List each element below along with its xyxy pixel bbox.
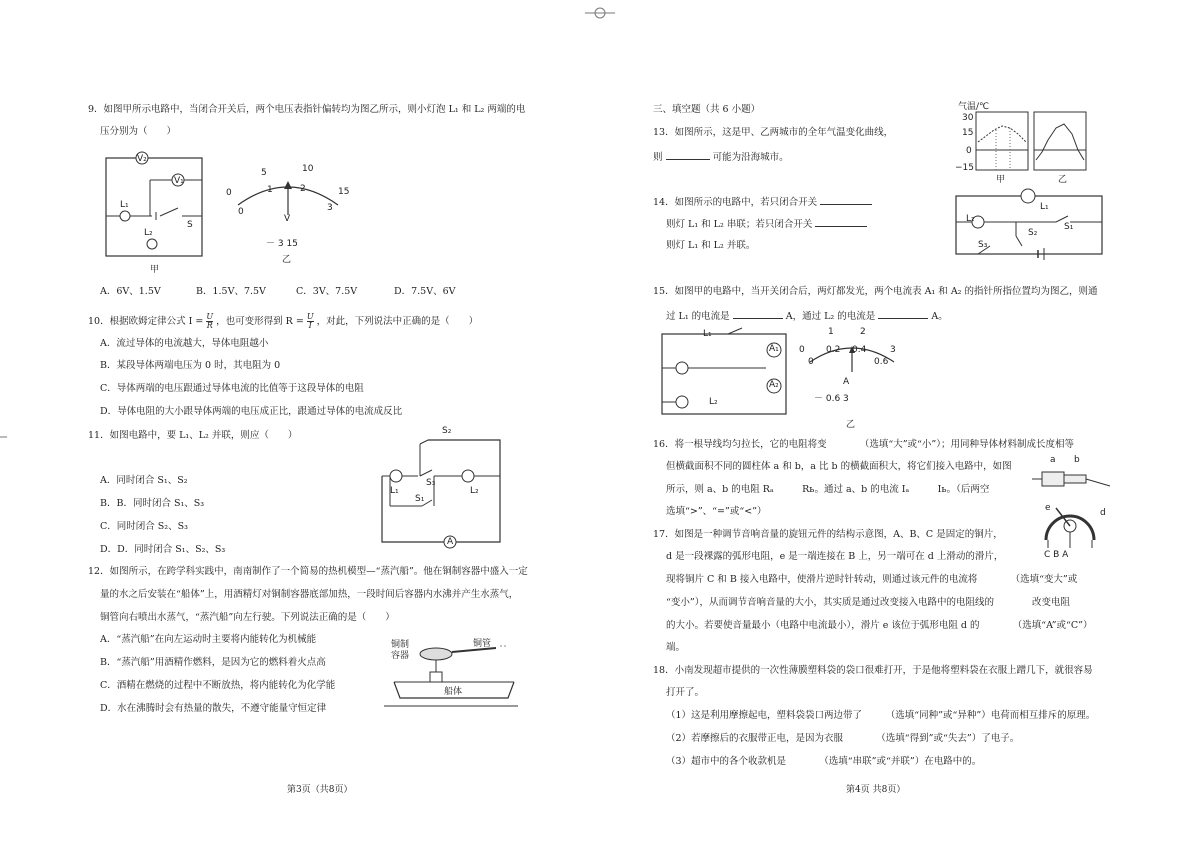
q12-hull-label: 船体 bbox=[444, 687, 463, 697]
q18-sub1: （1）这是利用摩擦起电，塑料袋袋口两边带了 （选填“同种”或“异种”）电荷而相互排斥的原理。 bbox=[666, 710, 1096, 721]
q10-option-a: A．流过导体的电流越大，导体电阻越小 bbox=[100, 338, 269, 349]
q12-option-d: D．水在沸腾时会有热量的散失，不遵守能量守恒定律 bbox=[100, 703, 327, 714]
q14-s2-label: S₂ bbox=[1028, 228, 1038, 238]
q11-ammeter-label: A bbox=[447, 537, 454, 547]
q9-option-a: A．6V、1.5V bbox=[100, 286, 161, 297]
q11-stem: 11．如图电路中，要 L₁、L₂ 并联，则应（ ） bbox=[88, 430, 298, 441]
q10-option-d: D．导体电阻的大小跟导体两端的电压成正比，跟通过导体的电流成反比 bbox=[100, 406, 403, 417]
q14-blank-2[interactable] bbox=[815, 216, 867, 227]
q14-l2-label: L₂ bbox=[966, 214, 975, 224]
q11-s3-label: S₃ bbox=[426, 478, 436, 488]
q9-s-label: S bbox=[187, 220, 193, 230]
q16-line4: 选填“>”、“=”或“<”） bbox=[666, 506, 767, 517]
q10-stem-pre: 10．根据欧姆定律公式 I = bbox=[88, 316, 204, 327]
q15-dial-left-0: 0 bbox=[799, 345, 805, 355]
q14-s1-label: S₁ bbox=[1064, 222, 1074, 232]
q9-stem-line2: 压分别为（ ） bbox=[100, 126, 177, 137]
q9-dial-top-10: 10 bbox=[302, 164, 314, 174]
q15-dial-bot-02: 0.2 bbox=[826, 345, 841, 355]
binding-mark-icon bbox=[585, 4, 615, 20]
q9-dial-top-0: 0 bbox=[226, 188, 232, 198]
q18-sub2: （2）若摩擦后的衣服带正电，是因为衣服 （选填“得到”或“失去”）了电子。 bbox=[666, 733, 1020, 744]
q15-a2-label: A₂ bbox=[769, 380, 779, 390]
q17-line6: 端。 bbox=[666, 642, 686, 653]
q16-label-b: b bbox=[1074, 455, 1080, 465]
q9-dial-bot-0: 0 bbox=[238, 207, 244, 217]
q9-option-d: D．7.5V、6V bbox=[394, 286, 456, 297]
q17-label-d: d bbox=[1100, 508, 1106, 518]
q9-dial-bot-3: 3 bbox=[327, 203, 333, 213]
q14-l1-label: L₁ bbox=[1040, 202, 1049, 212]
q14-stem-line3: 则灯 L₁ 和 L₂ 并联。 bbox=[666, 240, 756, 251]
q13-stem-line1: 13．如图所示，这是甲、乙两城市的全年气温变化曲线， bbox=[653, 127, 894, 138]
q15-dial-bot-04: 0.4 bbox=[852, 345, 867, 355]
q10-option-b: B．某段导体两端电压为 0 时，其电阻为 0 bbox=[100, 360, 281, 371]
q15-dial-terminals: － 0.6 3 bbox=[814, 394, 849, 404]
q15-a1-label: A₁ bbox=[769, 344, 779, 354]
q15-blank-1[interactable] bbox=[733, 308, 783, 319]
q15-stem-line2: 过 L₁ 的电流是 A，通过 L₂ 的电流是 A。 bbox=[666, 308, 948, 323]
q15-dial-top-1: 1 bbox=[828, 327, 834, 337]
q13-label-yi: 乙 bbox=[1058, 175, 1068, 185]
q12-option-b: B．“蒸汽船”用酒精作燃料，是因为它的燃料着火点高 bbox=[100, 657, 326, 668]
q9-dial-terminals: － 3 15 bbox=[266, 239, 298, 249]
q15-dial-right-3: 3 bbox=[890, 345, 896, 355]
q16-line3: 所示，则 a、b 的电阻 Rₐ Rь。通过 a、b 的电流 Iₐ Iь。（后两空 bbox=[666, 484, 990, 495]
q11-s1-label: S₁ bbox=[415, 494, 425, 504]
q17-line4: “变小”），从而调节音响音量的大小，其实质是通过改变接入电路中的电阻线的 改变电阻 bbox=[666, 597, 1070, 608]
q15-dial-bot-06: 0.6 bbox=[874, 357, 889, 367]
q11-option-a: A．同时闭合 S₁、S₂ bbox=[100, 475, 188, 486]
q13-tick-15: 15 bbox=[962, 128, 974, 138]
q12-container-label: 铜制 容器 bbox=[391, 640, 410, 661]
q13-stem-line2: 则 可能为沿海城市。 bbox=[653, 149, 789, 164]
q18-sub3: （3）超市中的各个收款机是 （选填“串联”或“并联”）在电路中的。 bbox=[666, 756, 982, 767]
q17-label-cba: C B A bbox=[1044, 550, 1069, 560]
q15-l1-label: L₁ bbox=[703, 329, 712, 339]
q9-v2-label: V₂ bbox=[137, 154, 147, 164]
q9-fig-yi: 乙 bbox=[282, 255, 292, 265]
q13-tick-0: 0 bbox=[966, 146, 972, 156]
q13-tick-neg15: −15 bbox=[955, 163, 974, 173]
q16-line1: 16．将一根导线均匀拉长，它的电阻将变 （选填“大”或“小”）；用同种导体材料制成长度相等 bbox=[653, 439, 1075, 450]
q9-dial-top-15: 15 bbox=[338, 187, 350, 197]
q9-dial-bot-1: 1 bbox=[267, 185, 273, 195]
q9-stem-line1: 9．如图甲所示电路中，当闭合开关后，两个电压表指针偏转均为图乙所示，则小灯泡 L₁ 和 L₂ 两端的电 bbox=[88, 104, 526, 115]
q15-circuit-diagram bbox=[656, 328, 792, 418]
q14-blank-1[interactable] bbox=[820, 194, 872, 205]
q14-s3-label: S₃ bbox=[978, 240, 988, 250]
left-page-footer: 第3页（共8页） bbox=[287, 785, 353, 795]
q16-cylinders-diagram bbox=[1032, 464, 1112, 492]
q10-stem-post: ，对此，下列说法中正确的是（ ） bbox=[316, 316, 479, 327]
q9-dial-unit: V bbox=[284, 214, 291, 224]
q14-circuit-diagram bbox=[950, 186, 1106, 262]
q13-answer-blank[interactable] bbox=[666, 149, 710, 160]
q9-v1-label: V₁ bbox=[174, 176, 184, 186]
q11-option-b: B．B．同时闭合 S₁、S₃ bbox=[100, 498, 205, 509]
q14-stem-line1: 14．如图所示的电路中，若只闭合开关 bbox=[653, 194, 872, 209]
q15-dial-top-2: 2 bbox=[860, 327, 866, 337]
q11-option-c: C．同时闭合 S₂、S₃ bbox=[100, 521, 188, 532]
q12-tube-label: 铜管 bbox=[473, 639, 492, 649]
q17-line2: d 是一段裸露的弧形电阻，e 是一端连接在 B 上，另一端可在 d 上滑动的滑片， bbox=[666, 551, 1004, 562]
q17-line1: 17．如图是一种调节音响音量的旋钮元件的结构示意图，A、B、C 是固定的铜片， bbox=[653, 529, 1003, 540]
q11-l1-label: L₁ bbox=[390, 486, 399, 496]
q9-dial-bot-2: 2 bbox=[300, 184, 306, 194]
q11-s2-label: S₂ bbox=[442, 426, 452, 436]
q10-option-c: C．导体两端的电压跟通过导体电流的比值等于这段导体的电阻 bbox=[100, 383, 364, 394]
q17-line3: 现将铜片 C 和 B 接入电路中，使滑片逆时针转动，则通过该元件的电流将 （选填“变大”或 bbox=[666, 574, 1078, 585]
q15-blank-2[interactable] bbox=[878, 308, 928, 319]
q12-option-a: A．“蒸汽船”在向左运动时主要将内能转化为机械能 bbox=[100, 634, 317, 645]
q9-fig-jia: 甲 bbox=[150, 265, 160, 275]
q12-option-c: C．酒精在燃烧的过程中不断放热，将内能转化为化学能 bbox=[100, 680, 336, 691]
q12-stem-line3: 铜管向右喷出水蒸气，“蒸汽船”向左行驶。下列说法正确的是（ ） bbox=[100, 612, 395, 623]
q15-fig-yi: 乙 bbox=[846, 420, 856, 430]
q10-fraction-2: $\frac{U}{I}$ bbox=[306, 312, 314, 330]
q13-tick-30: 30 bbox=[962, 113, 974, 123]
section-3-title: 三、填空题（共 6 小题） bbox=[653, 104, 761, 115]
q13-temperature-chart bbox=[976, 112, 1094, 174]
q15-l2-label: L₂ bbox=[709, 397, 718, 407]
q16-line2: 但横截面积不同的圆柱体 a 和 b，a 比 b 的横截面积大，将它们接入电路中，如图 bbox=[666, 461, 1012, 472]
q9-l2-label: L₂ bbox=[144, 228, 153, 238]
q12-stem-line1: 12．如图所示，在跨学科实践中，南南制作了一个简易的热机模型—“蒸汽船”。他在铜制容器中盛入一定 bbox=[88, 566, 528, 577]
q11-l2-label: L₂ bbox=[470, 486, 479, 496]
q11-option-d: D．D．同时闭合 S₁、S₂、S₃ bbox=[100, 544, 226, 555]
q14-stem-line2: 则灯 L₁ 和 L₂ 串联；若只闭合开关 bbox=[666, 216, 867, 231]
q18-line2: 打开了。 bbox=[666, 687, 705, 698]
q12-stem-line2: 量的水之后安装在“船体”上，用酒精灯对铜制容器底部加热，一段时间后容器内水沸并产生水蒸气， bbox=[100, 589, 519, 600]
q17-label-e: e bbox=[1045, 503, 1051, 513]
q10-stem bbox=[88, 313, 478, 330]
q18-line1: 18．小南发现超市提供的一次性薄膜塑料袋的袋口很难打开，于是他将塑料袋在衣服上蹭几下，就很容易 bbox=[653, 665, 1093, 676]
q16-label-a: a bbox=[1050, 455, 1056, 465]
q13-chart-title: 气温/℃ bbox=[958, 102, 990, 112]
q15-dial-unit: A bbox=[843, 377, 850, 387]
edge-mark bbox=[0, 436, 8, 440]
q9-option-c: C．3V、7.5V bbox=[296, 286, 358, 297]
q9-circuit-diagram bbox=[100, 150, 210, 270]
q9-option-b: B．1.5V、7.5V bbox=[196, 286, 266, 297]
right-page-footer: 第4页 共8页） bbox=[846, 785, 906, 795]
q9-dial-top-5: 5 bbox=[261, 168, 267, 178]
q10-stem-mid: ，也可变形得到 R = bbox=[216, 316, 304, 327]
q10-fraction-1: $\frac{U}{R}$ bbox=[206, 312, 214, 330]
q15-dial-bot-0: 0 bbox=[808, 357, 814, 367]
q17-line5: 的大小。若要使音量最小（电路中电流最小），滑片 e 该位于弧形电阻 d 的 （选填“A”或“C”） bbox=[666, 620, 1093, 631]
q15-stem-line1: 15．如图甲的电路中，当开关闭合后，两灯都发光，两个电流表 A₁ 和 A₂ 的指针所指位置均为图乙，则通 bbox=[653, 286, 1098, 297]
q13-label-jia: 甲 bbox=[996, 175, 1006, 185]
q9-l1-label: L₁ bbox=[120, 200, 129, 210]
